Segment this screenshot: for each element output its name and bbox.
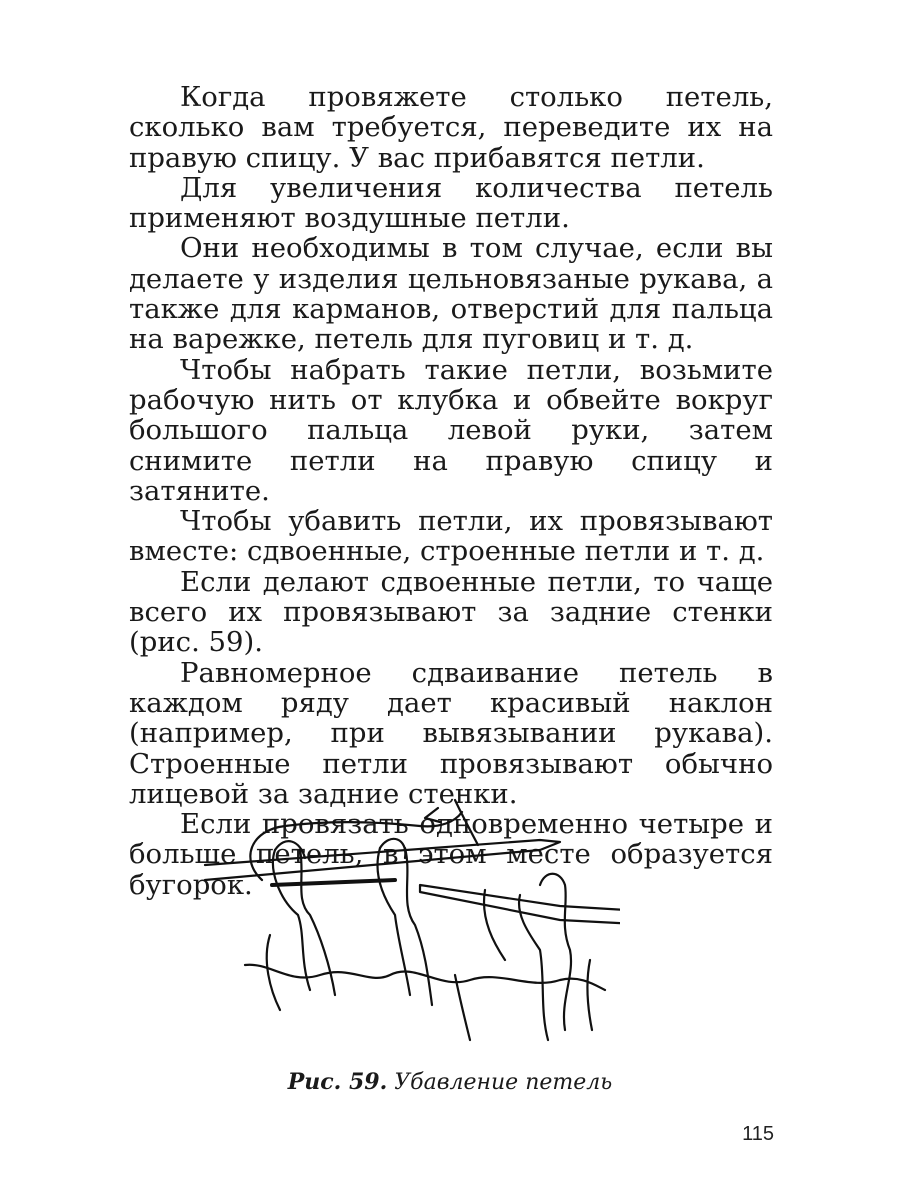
page-number: 115 [742,1123,774,1145]
paragraph: Когда провяжете столько петель, сколько вам требуется, переведите их на правую спицу. У вас прибавятся петли. [129,81,773,174]
decreasing-stitches-drawing [200,788,620,1063]
paragraph: Чтобы убавить петли, их провязывают вместе: сдвоенные, строенные петли и т. д. [129,505,773,568]
figure-label: Рис. 59. [287,1069,388,1095]
paragraph: Чтобы набрать такие петли, возьмите рабочую нить от клубка и обвейте вокруг большого пальца левой руки, затем снимите петли на правую спицу и затяните. [129,353,773,507]
paragraph: Они необходимы в том случае, если вы делаете у изделия цельновязаные рукава, а также для карманов, отверстий для пальца на варежке, петель для пуговиц и т. д. [129,232,773,356]
yarn-tail [455,800,478,845]
arrow-icon [425,808,440,822]
figure-caption [0,1069,900,1095]
stitch-loop [484,890,505,960]
paragraph: Если делают сдвоенные петли, то чаще всего их провязывают за задние стенки (рис. 59). [129,565,773,659]
lower-row [245,965,605,990]
stitch-loop [380,839,405,858]
working-strand [272,880,395,885]
paragraph: Равномерное сдваивание петель в каждом ряду дает красивый наклон (например, при вывязывании рукава). Строенные петли провязывают обычно лицевой за задние стенки. [129,656,773,810]
figure-title: Убавление петель [394,1070,613,1095]
paragraph: Для увеличения количества петель применяют воздушные петли. [129,171,773,235]
main-text [129,82,773,900]
stitch-loop [540,874,571,1030]
paragraph: Если провязать одновременно четыре и больше петель, в этом месте образуется бугорок. [129,808,773,901]
lower-row [587,960,592,1030]
knitting-illustration [200,788,620,1063]
lower-row [455,975,470,1040]
stitch-loop [405,848,432,1005]
working-yarn [250,812,462,880]
